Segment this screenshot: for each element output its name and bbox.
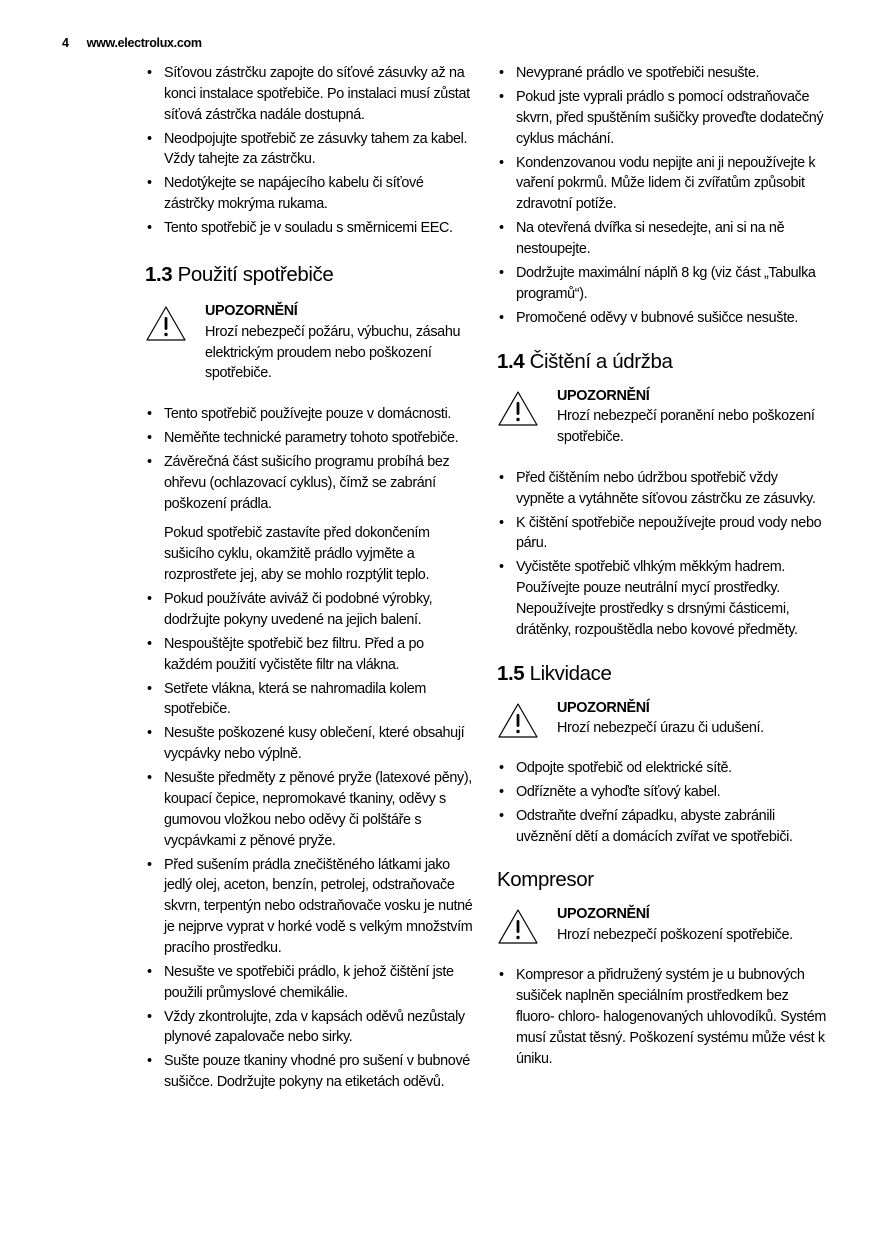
- warning-icon: [145, 305, 187, 342]
- list-item: • Síťovou zástrčku zapojte do síťové zásuvky až na konci instalace spotřebiče. Po instalaci musí zůstat síťová zástrčka nadále dostupná.: [145, 63, 475, 125]
- list-item: • Odřízněte a vyhoďte síťový kabel.: [497, 782, 829, 803]
- list-item: • Před sušením prádla znečištěného látkami jako jedlý olej, aceton, benzín, petrolej, odstraňovače skvrn, terpentýn nebo odstraňovače vosku je nutné je nejprve vyprat v horké vodě s velkým množstvím pracího prostředku.: [145, 855, 475, 959]
- list-item: • Nesušte předměty z pěnové pryže (latexové pěny), koupací čepice, nepromokavé tkaniny, oděvy s gumovou vložkou nebo oděvy či polštáře s vycpávkami z pěnové pryže.: [145, 768, 475, 851]
- list-item: • Odstraňte dveřní západku, abyste zabránili uvěznění dětí a domácích zvířat ve spotřebiči.: [497, 806, 829, 848]
- list-item: • Odpojte spotřebič od elektrické sítě.: [497, 758, 829, 779]
- list-item: • Nevyprané prádlo ve spotřebiči nesušte.: [497, 63, 829, 84]
- website-url: www.electrolux.com: [86, 36, 202, 50]
- list-item: • Nespouštějte spotřebič bez filtru. Před a po každém použití vyčistěte filtr na vlákna.: [145, 634, 475, 676]
- usage-list-continued: [145, 589, 475, 1093]
- warning-icon: [497, 390, 539, 427]
- usage-list-right: [497, 63, 829, 329]
- warning-icon: [497, 908, 539, 945]
- cleaning-list: [497, 468, 829, 641]
- list-item: • Promočené oděvy v bubnové sušičce nesušte.: [497, 308, 829, 329]
- section-number: 1.3: [145, 262, 173, 286]
- list-item: • Před čištěním nebo údržbou spotřebič vždy vypněte a vytáhněte síťovou zástrčku ze zásuvky.: [497, 468, 829, 510]
- warning-title: UPOZORNĚNÍ: [205, 302, 298, 319]
- list-item: • Závěrečná část sušicího programu probíhá bez ohřevu (ochlazovací cyklus), čímž se zabrání poškození prádla.: [145, 452, 475, 514]
- list-item: • Kompresor a přidružený systém je u bubnových sušiček naplněn speciálním prostředkem bez fluoro- chloro- halogenovaných uhlovodíků. Systém musí zůstat těsný. Poškození systému může vést k úniku.: [497, 965, 829, 1069]
- list-item: • Nesušte poškozené kusy oblečení, které obsahují vycpávky nebo výplně.: [145, 723, 475, 765]
- section-heading-1-4: [497, 349, 829, 375]
- section-number: 1.5: [497, 661, 525, 685]
- section-title: Čištění a údržba: [529, 349, 673, 373]
- list-item: • Pokud používáte aviváž či podobné výrobky, dodržujte pokyny uvedené na jejich balení.: [145, 589, 475, 631]
- list-item: • Kondenzovanou vodu nepijte ani ji nepoužívejte k vaření pokrmů. Může lidem či zvířatům způsobit zdravotní potíže.: [497, 153, 829, 215]
- warning-title: UPOZORNĚNÍ: [557, 905, 650, 922]
- list-item: • Nedotýkejte se napájecího kabelu či síťové zástrčky mokrýma rukama.: [145, 173, 475, 215]
- compressor-list: [497, 965, 829, 1069]
- list-item: • Vyčistěte spotřebič vlhkým měkkým hadrem. Používejte pouze neutrální mycí prostředky. Nepoužívejte prostředky s drsnými částicemi, drátěnky, rozpouštědla nebo kovové předměty.: [497, 557, 829, 640]
- section-title: Kompresor: [497, 867, 594, 891]
- list-item: • Dodržujte maximální náplň 8 kg (viz část „Tabulka programů“).: [497, 263, 829, 305]
- list-item: • Pokud jste vyprali prádlo s pomocí odstraňovače skvrn, před spuštěním sušičky proveďte dodatečný cyklus máchání.: [497, 87, 829, 149]
- list-item: • Sušte pouze tkaniny vhodné pro sušení v bubnové sušičce. Dodržujte pokyny na etiketách oděvů.: [145, 1051, 475, 1093]
- section-heading-1-5: [497, 661, 829, 687]
- section-title: Likvidace: [529, 661, 612, 685]
- warning-box: [497, 386, 829, 448]
- section-heading-kompresor: [497, 867, 829, 893]
- list-item: • K čištění spotřebiče nepoužívejte proud vody nebo páru.: [497, 513, 829, 555]
- warning-text: Hrozí nebezpečí požáru, výbuchu, zásahu elektrickým proudem nebo poškození spotřebiče.: [205, 323, 461, 382]
- left-column: [145, 63, 475, 1096]
- warning-title: UPOZORNĚNÍ: [557, 387, 650, 404]
- page-number: 4: [62, 36, 69, 50]
- continuation-paragraph: Pokud spotřebič zastavíte před dokončením sušicího cyklu, okamžitě prádlo vyjměte a rozprostřete jej, aby se mohlo rozptýlit teplo.: [164, 525, 430, 584]
- section-title: Použití spotřebiče: [177, 262, 334, 286]
- warning-text: Hrozí nebezpečí poranění nebo poškození spotřebiče.: [557, 408, 815, 446]
- list-item: • Nesušte ve spotřebiči prádlo, k jehož čištění jste použili průmyslové chemikálie.: [145, 962, 475, 1004]
- list-item: • Vždy zkontrolujte, zda v kapsách oděvů nezůstaly plynové zapalovače nebo sirky.: [145, 1007, 475, 1049]
- warning-box: [497, 698, 829, 740]
- intro-list: [145, 63, 475, 239]
- warning-title: UPOZORNĚNÍ: [557, 699, 650, 716]
- section-heading-1-3: [145, 262, 475, 288]
- warning-text: Hrozí nebezpečí úrazu či udušení.: [557, 720, 764, 737]
- disposal-list: [497, 758, 829, 848]
- list-item: • Neodpojujte spotřebič ze zásuvky tahem za kabel. Vždy tahejte za zástrčku.: [145, 129, 475, 171]
- warning-box: [497, 904, 829, 946]
- list-item: • Setřete vlákna, která se nahromadila kolem spotřebiče.: [145, 679, 475, 721]
- list-item: • Tento spotřebič je v souladu s směrnicemi EEC.: [145, 218, 475, 239]
- warning-icon: [497, 702, 539, 739]
- list-item: • Tento spotřebič používejte pouze v domácnosti.: [145, 404, 475, 425]
- list-item: • Na otevřená dvířka si nesedejte, ani si na ně nestoupejte.: [497, 218, 829, 260]
- list-item: • Neměňte technické parametry tohoto spotřebiče.: [145, 428, 475, 449]
- warning-box: [145, 301, 475, 384]
- warning-text: Hrozí nebezpečí poškození spotřebiče.: [557, 926, 793, 943]
- right-column: [497, 63, 829, 1073]
- section-number: 1.4: [497, 349, 525, 373]
- usage-list: [145, 404, 475, 514]
- page-header: [62, 34, 202, 52]
